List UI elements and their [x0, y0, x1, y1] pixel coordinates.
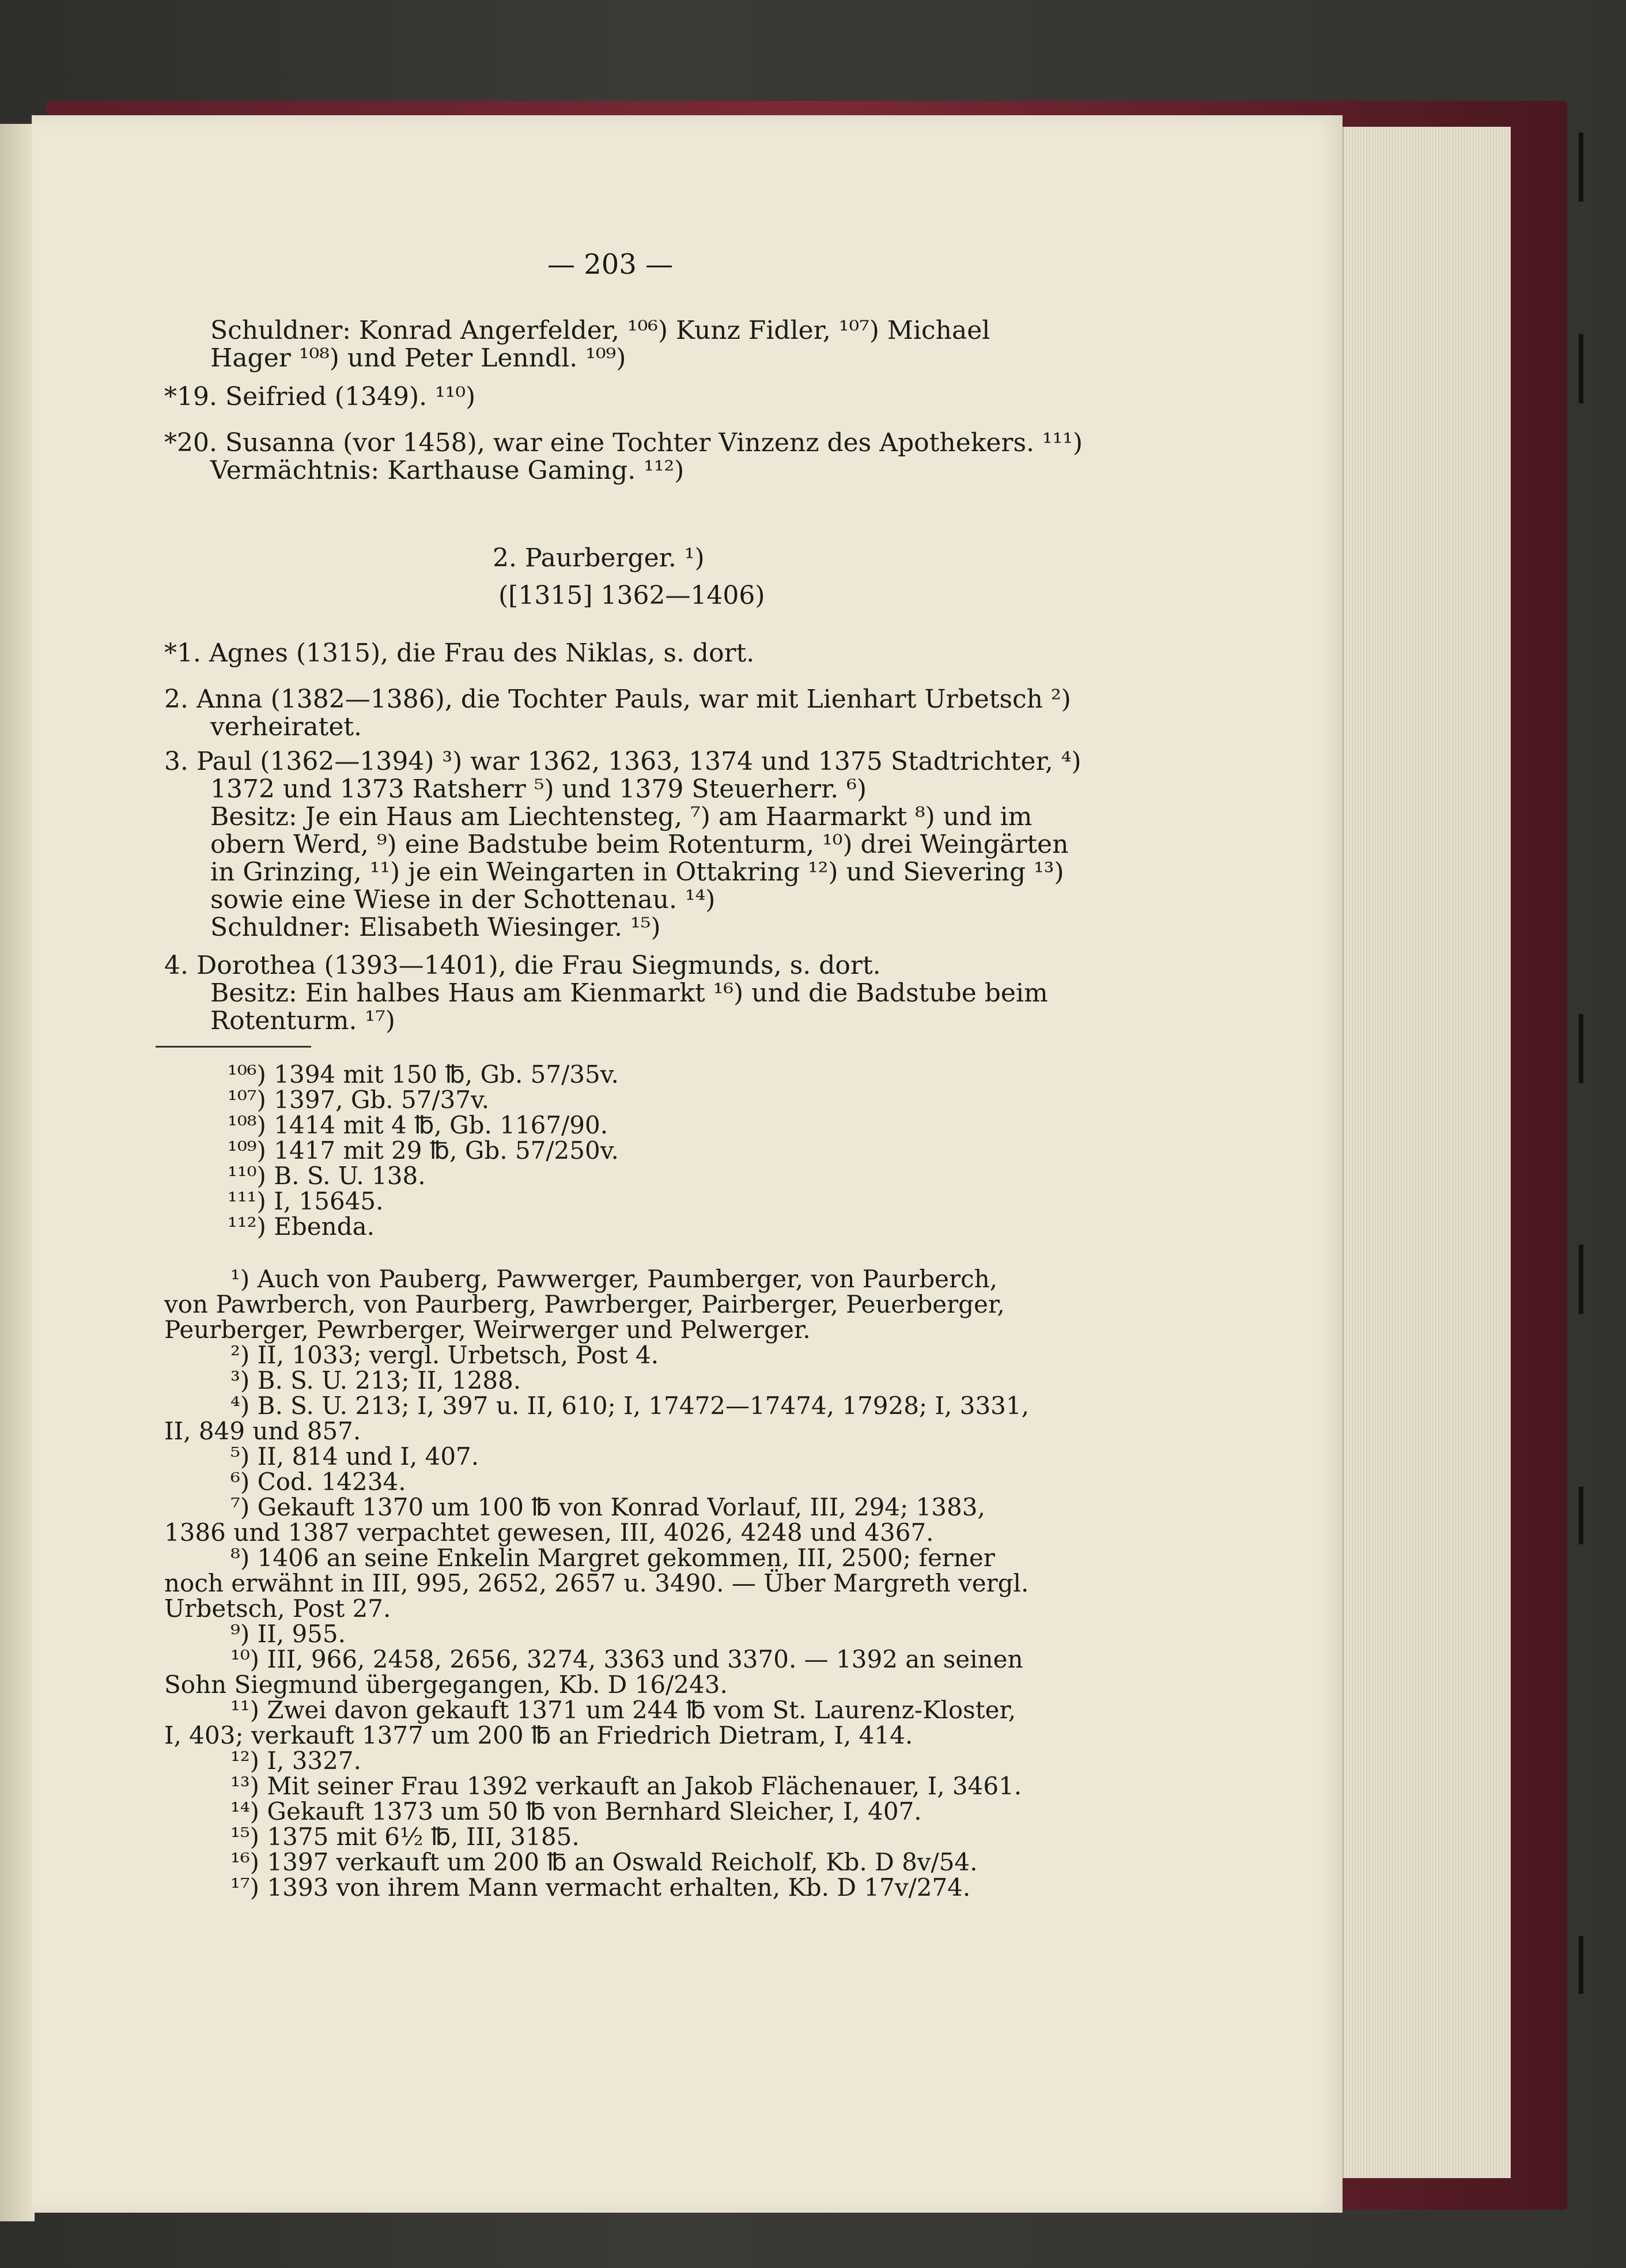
ruler-marks — [1579, 115, 1590, 2190]
footnote-b-line: ⁵) II, 814 und I, 407. — [230, 1442, 479, 1471]
footnote-rule — [156, 1046, 311, 1048]
section-dates: ([1315] 1362—1406) — [498, 581, 765, 610]
footnote-b-line: ¹⁶) 1397 verkauft um 200 ℔ an Oswald Reicholf, Kb. D 8v/54. — [230, 1848, 978, 1876]
footnote-b-line: von Pawrberch, von Paurberg, Pawrberger, Pairberger, Peuerberger, — [164, 1290, 1005, 1318]
footnote-b-line: ⁷) Gekauft 1370 um 100 ℔ von Konrad Vorlauf, III, 294; 1383, — [230, 1493, 985, 1521]
footnote-b-line: ¹⁷) 1393 von ihrem Mann vermacht erhalten, Kb. D 17v/274. — [230, 1873, 971, 1902]
footnote-b-line: ⁸) 1406 an seine Enkelin Margret gekommen, III, 2500; ferner — [230, 1544, 995, 1572]
entry-susanna-line1: *20. Susanna (vor 1458), war eine Tochter Vinzenz des Apothekers. ¹¹¹) — [164, 428, 1083, 458]
footnote-b-line: Peurberger, Pewrberger, Weirwerger und Pelwerger. — [164, 1316, 811, 1344]
entry-anna-line1: 2. Anna (1382—1386), die Tochter Pauls, war mit Lienhart Urbetsch ²) — [164, 685, 1071, 714]
entry-paul-line3: Besitz: Je ein Haus am Liechtensteg, ⁷) am Haarmarkt ⁸) und im — [210, 802, 1033, 831]
footnote-b-line: ¹⁴) Gekauft 1373 um 50 ℔ von Bernhard Sleicher, I, 407. — [230, 1797, 922, 1825]
entry-schuldner-line2: Hager ¹⁰⁸) und Peter Lenndl. ¹⁰⁹) — [210, 343, 626, 373]
footnote-b-line: ¹³) Mit seiner Frau 1392 verkauft an Jakob Flächenauer, I, 3461. — [230, 1772, 1022, 1800]
left-page-edge — [0, 124, 35, 2221]
entry-dorothea-line1: 4. Dorothea (1393—1401), die Frau Siegmunds, s. dort. — [164, 951, 881, 980]
entry-dorothea-line3: Rotenturm. ¹⁷) — [210, 1006, 395, 1035]
footnote-b-line: ⁹) II, 955. — [230, 1620, 346, 1648]
footnote-b-line: Urbetsch, Post 27. — [164, 1594, 391, 1623]
entry-paul-line5: in Grinzing, ¹¹) je ein Weingarten in Ottakring ¹²) und Sievering ¹³) — [210, 857, 1064, 887]
entry-paul-line7: Schuldner: Elisabeth Wiesinger. ¹⁵) — [210, 913, 661, 942]
footnote-b-line: ¹) Auch von Pauberg, Pawwerger, Paumberger, von Paurberch, — [230, 1265, 998, 1293]
entry-paul-line1: 3. Paul (1362—1394) ³) war 1362, 1363, 1374 und 1375 Stadtrichter, ⁴) — [164, 747, 1082, 776]
footnote-b-line: ⁴) B. S. U. 213; I, 397 u. II, 610; I, 17472—17474, 17928; I, 3331, — [230, 1392, 1029, 1420]
entry-paul-line6: sowie eine Wiese in der Schottenau. ¹⁴) — [210, 885, 716, 914]
entry-anna-line2: verheiratet. — [210, 712, 362, 742]
page-number: — 203 — — [547, 248, 674, 281]
footnote-108: ¹⁰⁸) 1414 mit 4 ℔, Gb. 1167/90. — [228, 1111, 608, 1139]
entry-dorothea-line2: Besitz: Ein halbes Haus am Kienmarkt ¹⁶) und die Badstube beim — [210, 978, 1048, 1008]
footnote-107: ¹⁰⁷) 1397, Gb. 57/37v. — [228, 1086, 490, 1114]
entry-susanna-line2: Vermächtnis: Karthause Gaming. ¹¹²) — [210, 456, 685, 485]
entry-seifried: *19. Seifried (1349). ¹¹⁰) — [164, 382, 476, 411]
footnote-b-line: ²) II, 1033; vergl. Urbetsch, Post 4. — [230, 1341, 659, 1369]
footnote-112: ¹¹²) Ebenda. — [228, 1212, 375, 1241]
footnote-b-line: ³) B. S. U. 213; II, 1288. — [230, 1366, 521, 1394]
section-heading: 2. Paurberger. ¹) — [493, 543, 705, 573]
footnote-b-line: II, 849 und 857. — [164, 1417, 361, 1445]
footnote-b-line: noch erwähnt in III, 995, 2652, 2657 u. 3490. — Über Margreth vergl. — [164, 1569, 1029, 1597]
footnote-b-line: ¹⁰) III, 966, 2458, 2656, 3274, 3363 und 3370. — 1392 an seinen — [230, 1645, 1023, 1673]
footnote-111: ¹¹¹) I, 15645. — [228, 1187, 384, 1215]
footnote-b-line: ⁶) Cod. 14234. — [230, 1468, 406, 1496]
footnote-b-line: I, 403; verkauft 1377 um 200 ℔ an Friedrich Dietram, I, 414. — [164, 1721, 913, 1749]
footnote-109: ¹⁰⁹) 1417 mit 29 ℔, Gb. 57/250v. — [228, 1136, 619, 1165]
entry-paul-line4: obern Werd, ⁹) eine Badstube beim Rotenturm, ¹⁰) drei Weingärten — [210, 830, 1069, 859]
entry-schuldner-line1: Schuldner: Konrad Angerfelder, ¹⁰⁶) Kunz Fidler, ¹⁰⁷) Michael — [210, 316, 990, 345]
footnote-b-line: Sohn Siegmund übergegangen, Kb. D 16/243. — [164, 1670, 728, 1699]
entry-agnes: *1. Agnes (1315), die Frau des Niklas, s. dort. — [164, 638, 755, 668]
footnote-110: ¹¹⁰) B. S. U. 138. — [228, 1162, 426, 1190]
footnote-b-line: ¹¹) Zwei davon gekauft 1371 um 244 ℔ vom St. Laurenz-Kloster, — [230, 1696, 1016, 1724]
footnote-b-line: ¹²) I, 3327. — [230, 1747, 361, 1775]
footnote-b-line: 1386 und 1387 verpachtet gewesen, III, 4026, 4248 und 4367. — [164, 1518, 934, 1547]
footnote-106: ¹⁰⁶) 1394 mit 150 ℔, Gb. 57/35v. — [228, 1060, 619, 1088]
page-edges — [1343, 127, 1511, 2178]
entry-paul-line2: 1372 und 1373 Ratsherr ⁵) und 1379 Steuerherr. ⁶) — [210, 774, 867, 804]
footnote-b-line: ¹⁵) 1375 mit 6½ ℔, III, 3185. — [230, 1823, 580, 1851]
